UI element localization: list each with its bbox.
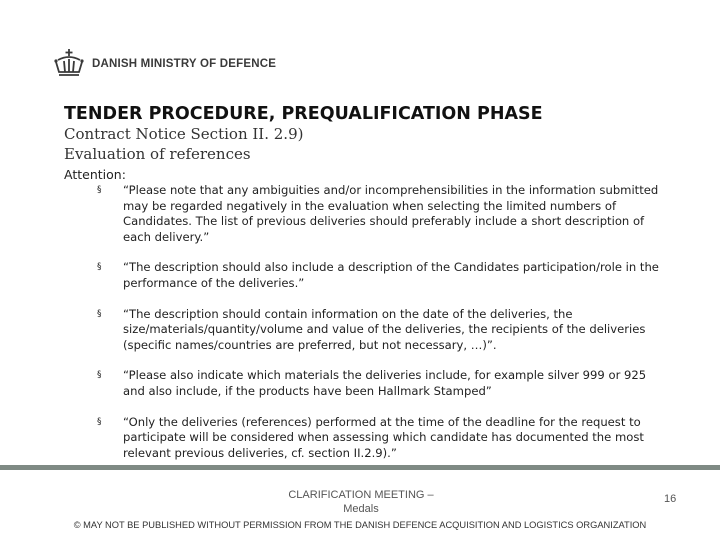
list-item (95, 307, 665, 354)
crown-icon (52, 48, 86, 80)
page-number: 16 (664, 493, 677, 505)
attention-label: Attention: (64, 167, 126, 182)
footer-divider (0, 465, 720, 470)
bullet-list (95, 183, 665, 476)
list-item (95, 260, 665, 291)
bullet-text: “Please note that any ambiguities and/or incomprehensibilities in the information submitted may be regarded negatively in the evaluation when selecting the limited numbers of Candidates. The list of previous deliveries should preferably include a short description of each delivery.” (123, 183, 659, 244)
bullet-marker: § (97, 308, 102, 319)
footer-meeting-line-2: Medals (343, 503, 379, 515)
subtitle-line-1: Contract Notice Section II. 2.9) (64, 125, 304, 143)
bullet-marker: § (97, 370, 102, 381)
list-item (95, 183, 665, 245)
slide-title: TENDER PROCEDURE, PREQUALIFICATION PHASE (64, 104, 543, 124)
list-item (95, 415, 665, 462)
bullet-text: “The description should contain information on the date of the deliveries, the size/materials/quantity/volume and value of the deliveries, the recipients of the deliveries (specific names/countries are preferred, but not necessary, …)”. (123, 306, 646, 352)
copyright-notice: © MAY NOT BE PUBLISHED WITHOUT PERMISSION FROM THE DANISH DEFENCE ACQUISITION AND LOGISTICS ORGANIZATION (73, 520, 647, 530)
ministry-logo (52, 48, 276, 80)
slide-subtitle (64, 124, 303, 164)
bullet-marker: § (97, 262, 102, 273)
list-item (95, 368, 665, 399)
footer-meeting-line-1: CLARIFICATION MEETING – (288, 489, 434, 501)
bullet-text: “Please also indicate which materials the deliveries include, for example silver 999 or 925 and also include, if the products have been Hallmark Stamped” (123, 368, 647, 398)
organization-name: DANISH MINISTRY OF DEFENCE (92, 58, 277, 70)
bullet-text: “Only the deliveries (references) performed at the time of the deadline for the request to participate will be considered when assessing which candidate has documented the most relevant previous deliveries, cf. section II.2.9).” (123, 414, 644, 460)
footer-meeting-title (266, 488, 456, 516)
bullet-marker: § (97, 185, 102, 195)
bullet-text: “The description should also include a description of the Candidates participation/role in the performance of the deliveries.” (123, 260, 659, 290)
subtitle-line-2: Evaluation of references (64, 145, 251, 163)
bullet-marker: § (97, 416, 102, 427)
